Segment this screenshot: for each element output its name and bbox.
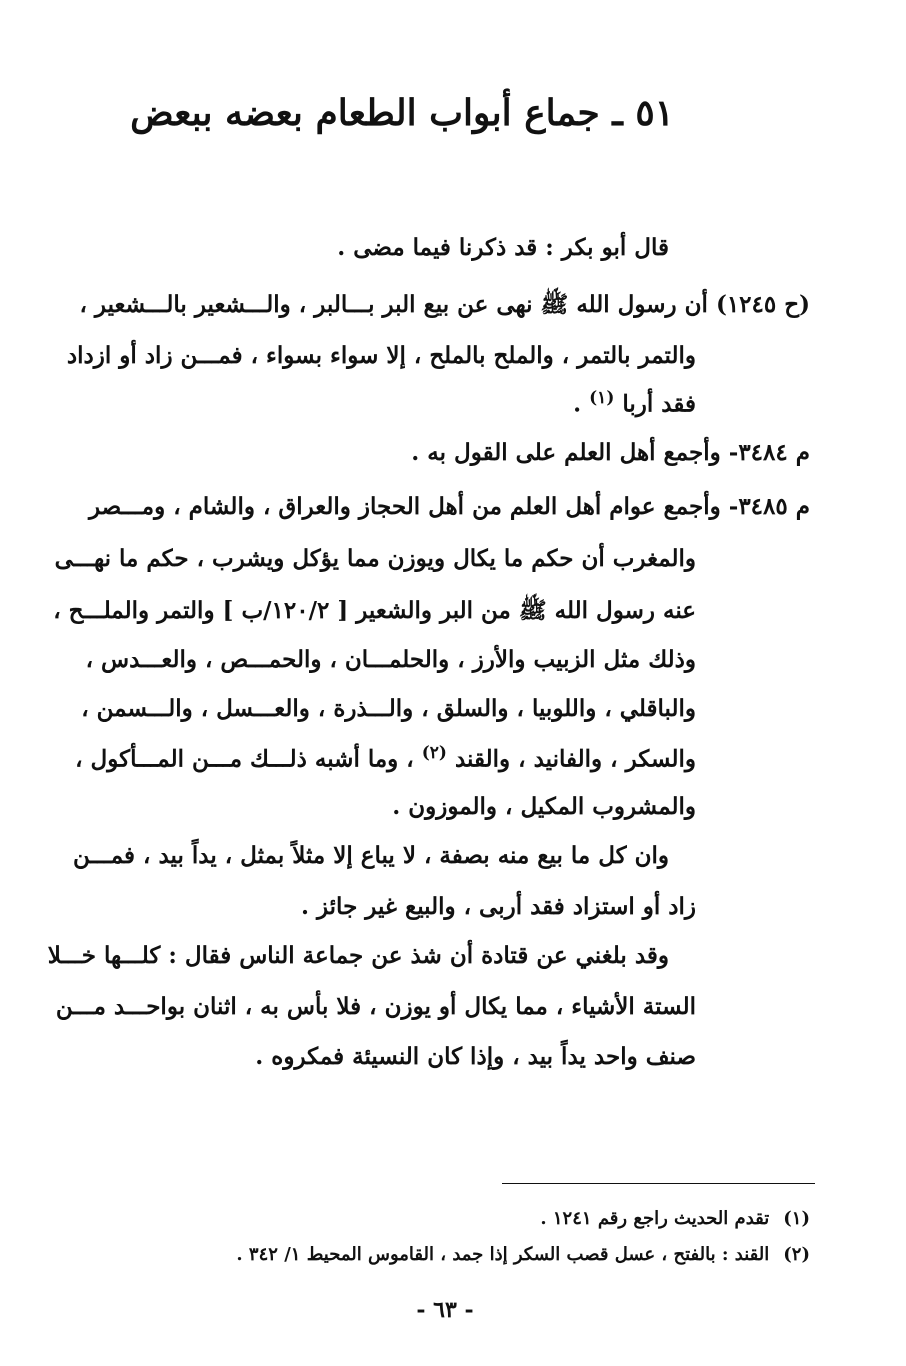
issue-3485-line-5: والباقلي ، واللوبيا ، والسلق ، والـــذرة ، والعـــسل ، والـــسمن ،: [81, 695, 696, 722]
chapter-heading: ٥١ ـ جماع أبواب الطعام بعضه ببعض: [130, 92, 674, 134]
issue-3485-line-1: م ٣٤٨٥- وأجمع عوام أهل العلم من أهل الحجاز والعراق ، والشام ، ومـــصر: [88, 493, 810, 520]
footnote-1-number: (١): [783, 1208, 810, 1229]
footnote-2-number: (٢): [783, 1244, 810, 1265]
issue-3484-line: م ٣٤٨٤- وأجمع أهل العلم على القول به .: [411, 439, 810, 466]
page-number: - ٦٣ -: [416, 1297, 474, 1323]
footnote-separator: [502, 1183, 815, 1184]
issue-3485-line-2: والمغرب أن حكم ما يكال ويوزن مما يؤكل ويشرب ، حكم ما نهـــى: [54, 545, 696, 572]
hadith-line-2: والتمر بالتمر ، والملح بالملح ، إلا سواء بسواء ، فمـــن زاد أو ازداد: [66, 342, 696, 369]
footnote-1-text: تقدم الحديث راجع رقم ١٢٤١ .: [540, 1208, 770, 1229]
paragraph-2-line-2: زاد أو استزاد فقد أربى ، والبيع غير جائز .: [300, 893, 696, 920]
hadith-line-1: (ح ١٢٤٥) أن رسول الله ﷺ نهى عن بيع البر بـــالبر ، والـــشعير بالـــشعير ،: [79, 291, 810, 318]
issue-3485-line-7: والمشروب المكيل ، والموزون .: [392, 793, 696, 820]
issue-3485-line-4: وذلك مثل الزبيب والأرز ، والحلمـــان ، والحمـــص ، والعـــدس ،: [85, 646, 696, 673]
paragraph-3-line-3: صنف واحد يداً بيد ، وإذا كان النسيئة فمكروه .: [255, 1043, 696, 1070]
footnote-1: [540, 1210, 810, 1228]
paragraph-2-line-1: وان كل ما بيع منه بصفة ، لا يباع إلا مثلاً بمثل ، يداً بيد ، فمـــن: [73, 842, 669, 869]
text-line-1: قال أبو بكر : قد ذكرنا فيما مضى .: [337, 234, 669, 261]
hadith-line-3: [573, 390, 696, 416]
issue-3485-line-6: [75, 745, 696, 771]
issue-3485-line-6-text: والسكر ، والفانيد ، والقند: [454, 745, 696, 773]
footnote-2-text: القند : بالفتح ، عسل قصب السكر إذا جمد ، القاموس المحيط ١/ ٣٤٢ .: [236, 1244, 770, 1265]
issue-3485-line-6-end: ، وما أشبه ذلـــك مـــن المـــأكول ،: [75, 745, 414, 773]
footnote-ref-1: (١): [589, 388, 615, 408]
hadith-line-3-end: .: [573, 390, 582, 418]
footnote-ref-2: (٢): [421, 743, 447, 763]
paragraph-3-line-1: وقد بلغني عن قتادة أن شذ عن جماعة الناس فقال : كلـــها خـــلا: [47, 942, 669, 969]
paragraph-3-line-2: الستة الأشياء ، مما يكال أو يوزن ، فلا بأس به ، اثنان بواحـــد مـــن: [55, 993, 696, 1020]
hadith-line-3-text: فقد أربا: [622, 390, 696, 418]
footnote-2: [236, 1246, 810, 1264]
issue-3485-line-3: عنه رسول الله ﷺ من البر والشعير [ ١٢٠/٢/ب ] والتمر والملـــح ،: [53, 597, 696, 624]
